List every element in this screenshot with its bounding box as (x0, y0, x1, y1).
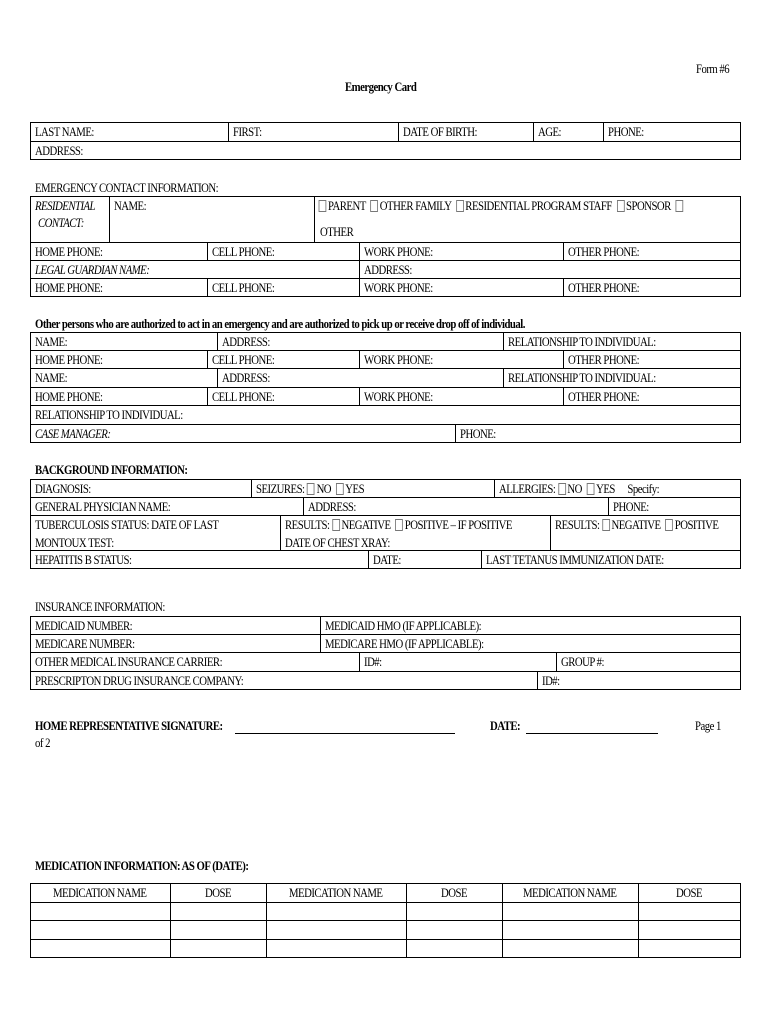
other-family-label: OTHER FAMILY (379, 199, 452, 213)
allergies-yes-checkbox[interactable] (587, 483, 595, 495)
contact-name-field[interactable]: NAME: (114, 199, 147, 213)
xray-positive-label: POSITIVE (674, 518, 719, 532)
seizures-no-label: NO (316, 482, 332, 496)
contact-label: CONTACT: (38, 216, 84, 230)
hepatitis-b-field[interactable]: HEPATITIS B STATUS: (35, 553, 132, 567)
other-label: OTHER (320, 225, 354, 239)
dose-header-1: DOSE (205, 886, 232, 900)
page-title: Emergency Card (345, 80, 417, 94)
xray-results-group (555, 518, 718, 532)
med-name-header-3: MEDICATION NAME (523, 886, 617, 900)
dob-field[interactable]: DATE OF BIRTH: (403, 125, 477, 139)
medication-heading: MEDICATION INFORMATION: AS OF (DATE): (35, 859, 249, 873)
background-heading: BACKGROUND INFORMATION: (35, 463, 188, 477)
age-field[interactable]: AGE: (538, 125, 562, 139)
staff-checkbox[interactable] (456, 200, 464, 212)
home-phone-field[interactable]: HOME PHONE: (35, 245, 103, 259)
sponsor-label: SPONSOR (626, 199, 671, 213)
phone-field[interactable]: PHONE: (608, 125, 644, 139)
last-name-field[interactable]: LAST NAME: (35, 125, 94, 139)
emergency-section-label: EMERGENCY CONTACT INFORMATION: (35, 181, 219, 195)
case-manager-field[interactable]: CASE MANAGER: (35, 427, 111, 441)
guardian-home-phone-field[interactable]: HOME PHONE: (35, 281, 103, 295)
xray-results-label: RESULTS: (555, 518, 600, 532)
auth2-relationship-row-field[interactable]: RELATIONSHIP TO INDIVIDUAL: (35, 408, 183, 422)
relationship-options (316, 199, 685, 213)
medicaid-hmo-field[interactable]: MEDICAID HMO (IF APPLICABLE): (325, 619, 482, 633)
auth2-home-phone-field[interactable]: HOME PHONE: (35, 390, 103, 404)
allergies-specify-field[interactable]: Specify: (627, 482, 660, 496)
tb-status-label-2[interactable]: MONTOUX TEST: (35, 536, 114, 550)
physician-name-field[interactable]: GENERAL PHYSICIAN NAME: (35, 500, 171, 514)
allergies-no-label: NO (567, 482, 582, 496)
group-number-field[interactable]: GROUP #: (561, 655, 604, 669)
dose-header-2: DOSE (441, 886, 468, 900)
allergies-label: ALLERGIES: (499, 482, 556, 496)
physician-address-field[interactable]: ADDRESS: (308, 500, 356, 514)
auth1-address-field[interactable]: ADDRESS: (222, 335, 270, 349)
seizures-yes-checkbox[interactable] (336, 483, 344, 495)
medicare-number-field[interactable]: MEDICARE NUMBER: (35, 637, 135, 651)
med-name-header-1: MEDICATION NAME (53, 886, 147, 900)
medicare-hmo-field[interactable]: MEDICARE HMO (IF APPLICABLE): (325, 637, 484, 651)
signature-date-label: DATE: (490, 719, 521, 733)
chest-xray-date-field[interactable]: DATE OF CHEST XRAY: (285, 536, 390, 550)
form-number: Form #6 (696, 62, 730, 76)
signature-label: HOME REPRESENTATIVE SIGNATURE: (35, 719, 223, 733)
tb-results-group (285, 518, 512, 532)
auth1-relationship-field[interactable]: RELATIONSHIP TO INDIVIDUAL: (508, 335, 656, 349)
seizures-group (256, 482, 364, 496)
signature-line[interactable] (235, 733, 455, 734)
medicaid-number-field[interactable]: MEDICAID NUMBER: (35, 619, 133, 633)
allergies-no-checkbox[interactable] (558, 483, 566, 495)
page-total: of 2 (35, 736, 50, 750)
cell-phone-field[interactable]: CELL PHONE: (212, 245, 275, 259)
auth1-home-phone-field[interactable]: HOME PHONE: (35, 353, 103, 367)
auth1-cell-phone-field[interactable]: CELL PHONE: (212, 353, 275, 367)
tb-positive-label: POSITIVE – IF POSITIVE (404, 518, 512, 532)
seizures-label: SEIZURES: (256, 482, 305, 496)
tb-status-label-1: TUBERCULOSIS STATUS: DATE OF LAST (35, 518, 219, 532)
auth1-name-field[interactable]: NAME: (35, 335, 68, 349)
auth2-address-field[interactable]: ADDRESS: (222, 371, 270, 385)
rx-company-field[interactable]: PRESCRIPTON DRUG INSURANCE COMPANY: (35, 674, 244, 688)
guardian-name-field[interactable]: LEGAL GUARDIAN NAME: (35, 263, 150, 277)
xray-negative-checkbox[interactable] (602, 519, 610, 531)
diagnosis-field[interactable]: DIAGNOSIS: (35, 482, 91, 496)
insurance-heading: INSURANCE INFORMATION: (35, 600, 165, 614)
authorized-heading: Other persons who are authorized to act in an emergency and are authorized to pick up or receive drop off of individual. (35, 317, 525, 331)
auth2-relationship-field[interactable]: RELATIONSHIP TO INDIVIDUAL: (508, 371, 656, 385)
work-phone-field[interactable]: WORK PHONE: (364, 245, 433, 259)
physician-phone-field[interactable]: PHONE: (613, 500, 649, 514)
tb-positive-checkbox[interactable] (395, 519, 403, 531)
other-carrier-field[interactable]: OTHER MEDICAL INSURANCE CARRIER: (35, 655, 223, 669)
other-family-checkbox[interactable] (370, 200, 378, 212)
tetanus-date-field[interactable]: LAST TETANUS IMMUNIZATION DATE: (486, 553, 664, 567)
rx-id-field[interactable]: ID#: (542, 674, 560, 688)
seizures-no-checkbox[interactable] (307, 483, 315, 495)
residential-label: RESIDENTIAL (35, 199, 96, 213)
staff-label: RESIDENTIAL PROGRAM STAFF (465, 199, 612, 213)
guardian-cell-phone-field[interactable]: CELL PHONE: (212, 281, 275, 295)
xray-positive-checkbox[interactable] (665, 519, 673, 531)
hepatitis-date-field[interactable]: DATE: (373, 553, 401, 567)
auth2-cell-phone-field[interactable]: CELL PHONE: (212, 390, 275, 404)
address-field[interactable]: ADDRESS: (35, 144, 83, 158)
guardian-other-phone-field[interactable]: OTHER PHONE: (568, 281, 640, 295)
sponsor-checkbox[interactable] (617, 200, 625, 212)
parent-checkbox[interactable] (319, 200, 327, 212)
allergies-group (499, 482, 659, 496)
auth1-other-phone-field[interactable]: OTHER PHONE: (568, 353, 640, 367)
page-number: Page 1 (695, 719, 721, 733)
tb-negative-label: NEGATIVE (341, 518, 391, 532)
case-manager-phone-field[interactable]: PHONE: (460, 427, 496, 441)
guardian-work-phone-field[interactable]: WORK PHONE: (364, 281, 433, 295)
auth2-work-phone-field[interactable]: WORK PHONE: (364, 390, 433, 404)
auth2-name-field[interactable]: NAME: (35, 371, 68, 385)
other-checkbox[interactable] (676, 200, 684, 212)
tb-negative-checkbox[interactable] (332, 519, 340, 531)
first-name-field[interactable]: FIRST: (233, 125, 262, 139)
signature-date-line[interactable] (526, 733, 658, 734)
xray-negative-label: NEGATIVE (611, 518, 661, 532)
dose-header-3: DOSE (676, 886, 703, 900)
guardian-address-field[interactable]: ADDRESS: (364, 263, 412, 277)
parent-label: PARENT (328, 199, 366, 213)
auth1-work-phone-field[interactable]: WORK PHONE: (364, 353, 433, 367)
allergies-yes-label: YES (596, 482, 615, 496)
carrier-id-field[interactable]: ID#: (364, 655, 382, 669)
med-name-header-2: MEDICATION NAME (289, 886, 383, 900)
tb-results-label: RESULTS: (285, 518, 330, 532)
seizures-yes-label: YES (345, 482, 365, 496)
other-phone-field[interactable]: OTHER PHONE: (568, 245, 640, 259)
auth2-other-phone-field[interactable]: OTHER PHONE: (568, 390, 640, 404)
